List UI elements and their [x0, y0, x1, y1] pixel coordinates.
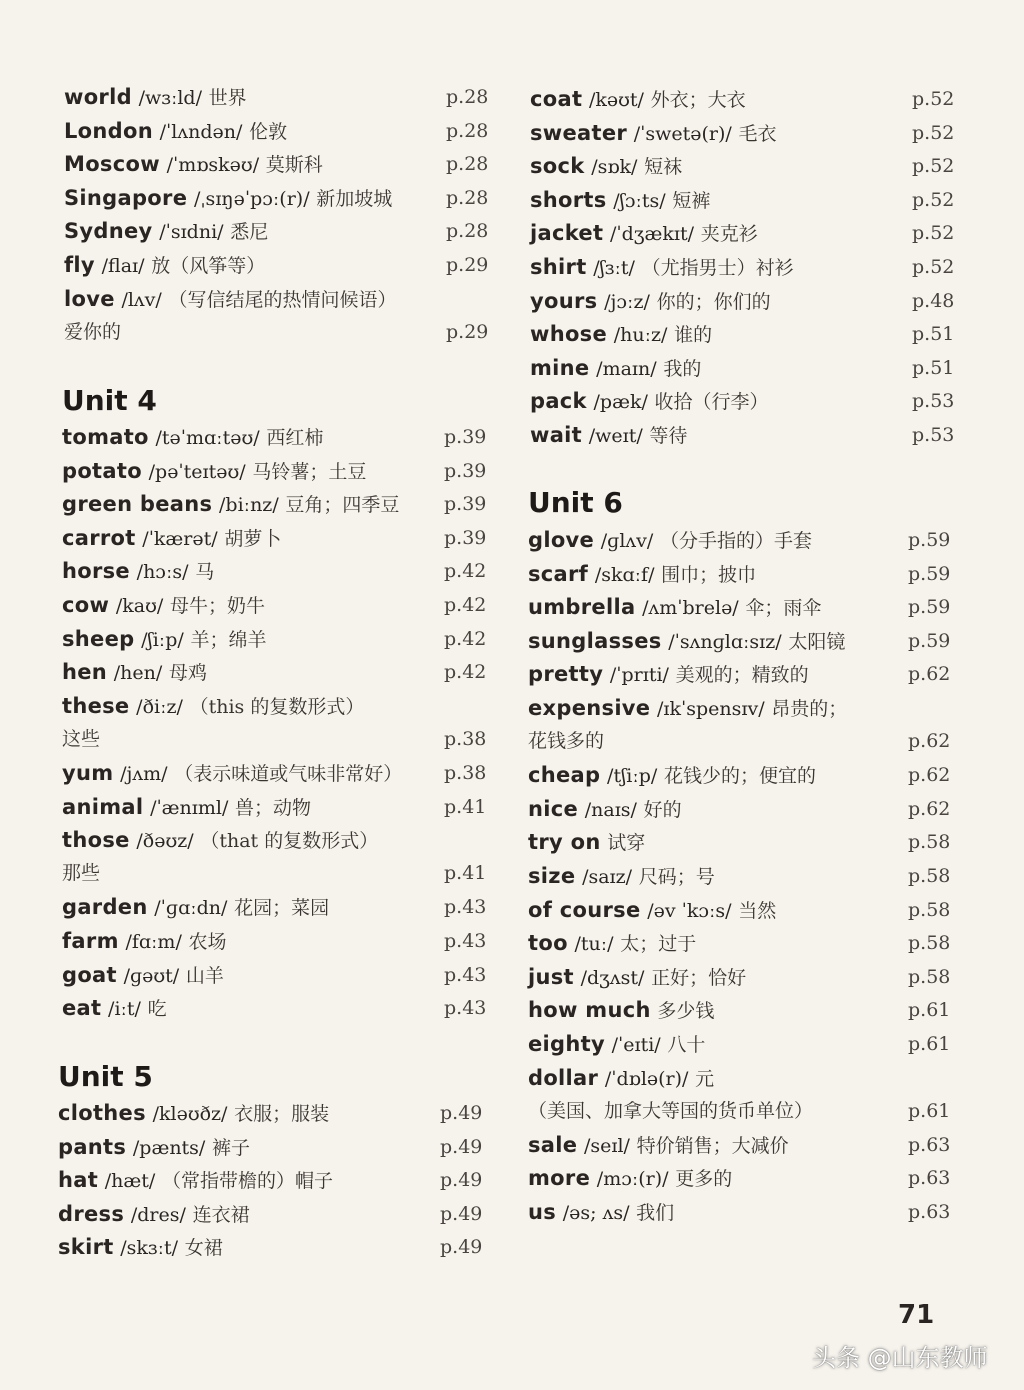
- vocab-entry: [528, 661, 809, 688]
- entry-page-ref: p.41: [444, 862, 487, 885]
- entry-word: dress: [58, 1201, 125, 1226]
- entry-page-ref: p.62: [908, 730, 951, 752]
- entry-page-ref: p.29: [446, 320, 489, 343]
- entry-meaning: 兽；动物: [235, 796, 312, 819]
- entry-page-ref: p.52: [912, 155, 955, 178]
- entry-word: garden: [62, 895, 148, 920]
- entry-word: sweater: [530, 120, 628, 145]
- entry-word: umbrella: [528, 595, 636, 620]
- entry-word: skirt: [58, 1235, 114, 1260]
- entry-meaning: （this 的复数形式）: [189, 695, 365, 718]
- vocab-entry: [528, 1165, 732, 1192]
- entry-page-ref: p.61: [908, 1099, 951, 1122]
- entry-phonetic: /ʃɜːt/: [593, 257, 635, 279]
- entry-meaning: 昂贵的；: [771, 698, 848, 720]
- vocab-entry: [58, 1201, 250, 1228]
- entry-page-ref: p.43: [444, 930, 487, 952]
- entry-meaning: 收拾（行李）: [654, 391, 769, 414]
- entry-page-ref: p.38: [444, 762, 487, 784]
- entry-meaning: 特价销售；大减价: [636, 1134, 789, 1157]
- entry-word: shirt: [530, 255, 587, 279]
- entry-word: cheap: [528, 763, 601, 788]
- entry-meaning: （表示味道或气味非常好）: [174, 763, 403, 785]
- entry-meaning-continued: 爱你的: [64, 320, 122, 343]
- vocab-entry: [528, 863, 715, 890]
- vocab-entry: [528, 1199, 674, 1226]
- entry-word: yours: [530, 288, 598, 313]
- entry-word: goat: [62, 962, 117, 987]
- entry-word: pack: [530, 389, 587, 414]
- entry-page-ref: p.42: [444, 560, 487, 583]
- vocab-entry: [64, 286, 397, 313]
- entry-meaning: 好的: [643, 798, 682, 821]
- vocab-entry: [528, 695, 847, 722]
- entry-phonetic: /ɡəʊt/: [123, 964, 180, 987]
- entry-word: pretty: [528, 662, 604, 687]
- entry-meaning: 世界: [208, 87, 247, 109]
- entry-word: love: [64, 286, 115, 311]
- entry-meaning: （分手指的）手套: [659, 530, 812, 552]
- entry-phonetic: /ɡlʌv/: [600, 530, 654, 552]
- entry-page-ref: p.42: [444, 594, 487, 616]
- entry-word: sunglasses: [528, 628, 662, 653]
- vocab-entry: [62, 760, 402, 787]
- entry-page-ref: p.43: [444, 896, 487, 919]
- entry-phonetic: /əv ˈkɔːs/: [647, 899, 732, 922]
- entry-page-ref: p.28: [446, 119, 489, 142]
- entry-page-ref: p.49: [440, 1236, 483, 1259]
- entry-meaning: 花园；菜园: [234, 897, 330, 920]
- vocab-entry: [64, 218, 268, 245]
- entry-page-ref: p.58: [908, 932, 951, 955]
- entry-meaning: （常指带檐的）帽子: [161, 1170, 333, 1193]
- entry-word: potato: [62, 458, 142, 483]
- entry-phonetic: /təˈmɑːtəʊ/: [155, 427, 260, 449]
- entry-word: dollar: [528, 1065, 599, 1090]
- entry-phonetic: /tuː/: [574, 933, 614, 956]
- entry-word: sheep: [62, 626, 135, 651]
- entry-word: size: [528, 864, 576, 888]
- entry-phonetic: /saɪz/: [582, 866, 633, 888]
- entry-page-ref: p.51: [912, 356, 955, 379]
- entry-meaning: 连衣裙: [192, 1203, 250, 1226]
- entry-meaning: 女裙: [184, 1237, 223, 1260]
- entry-phonetic: /dres/: [130, 1203, 186, 1226]
- entry-meaning: 短裤: [672, 189, 711, 212]
- entry-word: clothes: [58, 1101, 146, 1125]
- entry-meaning: 外衣；大衣: [650, 89, 746, 111]
- entry-page-ref: p.28: [446, 86, 489, 108]
- entry-word: expensive: [528, 696, 651, 720]
- entry-meaning: 吃: [147, 998, 167, 1021]
- vocab-entry: [64, 151, 323, 178]
- entry-page-ref: p.49: [440, 1135, 483, 1158]
- vocab-entry: [530, 220, 758, 247]
- entry-page-ref: p.43: [444, 997, 487, 1020]
- entry-page-ref: p.53: [912, 390, 955, 413]
- entry-word: too: [528, 931, 568, 956]
- entry-word: hen: [62, 660, 108, 685]
- vocab-entry: [528, 561, 756, 588]
- entry-meaning: 伞；雨伞: [745, 597, 822, 620]
- entry-phonetic: /ˈsʌnɡlɑːsɪz/: [668, 630, 782, 653]
- entry-page-ref: p.63: [908, 1201, 951, 1223]
- entry-phonetic: /ˈdɒlə(r)/: [604, 1067, 689, 1090]
- entry-meaning: （尤指男士）衬衫: [641, 257, 794, 279]
- entry-page-ref: p.49: [440, 1169, 483, 1192]
- vocab-entry: [530, 187, 710, 214]
- entry-meaning: 我的: [663, 357, 702, 380]
- entry-phonetic: /biːnz/: [219, 494, 279, 517]
- entry-meaning: 莫斯科: [265, 154, 323, 177]
- entry-word: Sydney: [64, 219, 153, 244]
- entry-page-ref: p.63: [908, 1133, 951, 1156]
- entry-page-ref: p.28: [446, 186, 489, 209]
- entry-meaning: 放（风筝等）: [151, 255, 266, 277]
- entry-word: world: [64, 85, 132, 109]
- entry-page-ref: p.58: [908, 831, 951, 854]
- vocab-entry: [58, 1167, 333, 1194]
- entry-word: more: [528, 1166, 591, 1191]
- entry-phonetic: /kləʊðz/: [152, 1103, 228, 1125]
- entry-phonetic: /naɪs/: [584, 798, 637, 821]
- entry-meaning: 马铃薯；土豆: [252, 460, 367, 483]
- vocab-entry: [528, 1065, 714, 1092]
- vocab-entry: [58, 1134, 250, 1161]
- entry-meaning: 谁的: [674, 324, 713, 347]
- vocab-entry: [530, 321, 712, 348]
- entry-phonetic: /ʃiːp/: [141, 628, 184, 651]
- entry-word: Singapore: [64, 185, 188, 210]
- entry-page-ref: p.48: [912, 289, 955, 312]
- entry-page-ref: p.39: [444, 526, 487, 549]
- entry-meaning: 多少钱: [657, 1000, 715, 1023]
- entry-meaning: 农场: [188, 931, 227, 953]
- entry-page-ref: p.52: [912, 222, 955, 245]
- vocab-entry: [528, 762, 816, 789]
- vocab-entry: [530, 388, 769, 415]
- entry-phonetic: /mɔː(r)/: [596, 1168, 669, 1191]
- entry-meaning: 正好；恰好: [651, 966, 747, 989]
- entry-meaning: 西红柿: [266, 427, 324, 449]
- entry-phonetic: /huːz/: [613, 324, 668, 347]
- entry-page-ref: p.49: [440, 1202, 483, 1225]
- entry-page-ref: p.62: [908, 764, 951, 787]
- entry-page-ref: p.59: [908, 529, 951, 551]
- unit-heading: Unit 6: [528, 486, 623, 519]
- unit-heading: Unit 5: [58, 1060, 153, 1093]
- vocab-entry: [528, 628, 845, 655]
- entry-meaning: 母牛；奶牛: [170, 595, 266, 617]
- watermark: 头条 @山东教师: [812, 1344, 988, 1372]
- vocab-entry: [530, 153, 682, 180]
- entry-word: pants: [58, 1134, 127, 1159]
- entry-word: these: [62, 693, 130, 718]
- entry-word: Moscow: [64, 152, 160, 177]
- entry-word: shorts: [530, 187, 607, 212]
- entry-page-ref: p.39: [444, 493, 487, 516]
- entry-phonetic: /weɪt/: [588, 425, 643, 447]
- entry-page-ref: p.52: [912, 121, 955, 144]
- entry-phonetic: /wɜːld/: [138, 87, 202, 109]
- entry-page-ref: p.42: [444, 627, 487, 650]
- entry-page-ref: p.41: [444, 795, 487, 818]
- entry-meaning: 太；过于: [620, 933, 697, 956]
- entry-page-ref: p.42: [444, 661, 487, 684]
- entry-page-ref: p.58: [908, 898, 951, 921]
- entry-phonetic: /tʃiːp/: [607, 765, 658, 788]
- entry-meaning: 短袜: [644, 156, 683, 179]
- vocab-entry: [528, 964, 746, 991]
- entry-page-ref: p.28: [446, 153, 489, 176]
- vocab-entry: [62, 592, 265, 619]
- entry-meaning: 我们: [636, 1202, 675, 1224]
- vocab-entry: [528, 997, 714, 1024]
- vocab-entry: [64, 252, 265, 279]
- entry-meaning: 马: [195, 561, 215, 584]
- entry-word: try on: [528, 830, 601, 855]
- entry-meaning: 你的；你们的: [656, 290, 771, 313]
- vocab-entry: [62, 659, 207, 686]
- entry-word: of course: [528, 897, 641, 922]
- entry-meaning: 山羊: [185, 964, 224, 987]
- vocab-entry: [62, 962, 224, 989]
- entry-word: tomato: [62, 425, 149, 449]
- vocab-entry: [530, 422, 687, 449]
- entry-phonetic: /pænts/: [132, 1136, 206, 1159]
- entry-page-ref: p.62: [908, 797, 951, 820]
- entry-phonetic: /fɑːm/: [125, 931, 182, 953]
- entry-page-ref: p.28: [446, 220, 489, 243]
- entry-word: coat: [530, 87, 583, 111]
- entry-word: us: [528, 1200, 557, 1224]
- entry-phonetic: /flaɪ/: [101, 255, 145, 277]
- entry-meaning: 围巾；披巾: [661, 563, 757, 586]
- entry-phonetic: /maɪn/: [596, 357, 657, 380]
- vocab-entry: [62, 794, 311, 821]
- vocab-entry: [528, 930, 696, 957]
- entry-meaning-continued: （美国、加拿大等国的货币单位）: [528, 1099, 814, 1122]
- entry-meaning-continued: 这些: [62, 727, 101, 750]
- vocab-entry: [62, 928, 227, 955]
- vocab-entry: [64, 84, 247, 111]
- entry-meaning: 更多的: [675, 1168, 733, 1191]
- entry-phonetic: /ˈswetə(r)/: [633, 122, 732, 145]
- entry-word: how much: [528, 998, 651, 1023]
- entry-page-ref: p.58: [908, 865, 951, 887]
- entry-word: horse: [62, 559, 130, 584]
- entry-page-ref: p.61: [908, 999, 951, 1022]
- vocab-entry: [528, 796, 682, 823]
- entry-meaning: 豆角；四季豆: [285, 494, 400, 517]
- entry-phonetic: /ˈeɪti/: [611, 1034, 661, 1056]
- vocab-entry: [528, 527, 812, 554]
- entry-meaning: 夹克衫: [700, 223, 758, 246]
- entry-meaning: 毛衣: [738, 122, 777, 145]
- entry-meaning: 太阳镜: [788, 630, 846, 653]
- entry-phonetic: /skɜːt/: [120, 1237, 179, 1260]
- entry-word: cow: [62, 593, 110, 617]
- vocab-entry: [58, 1234, 223, 1261]
- entry-phonetic: /iːt/: [108, 998, 141, 1021]
- entry-word: mine: [530, 355, 590, 380]
- entry-page-ref: p.58: [908, 965, 951, 988]
- entry-meaning: （that 的复数形式）: [200, 830, 379, 853]
- entry-phonetic: /kəʊt/: [588, 89, 644, 111]
- vocab-entry: [62, 894, 329, 921]
- vocab-entry: [62, 626, 266, 653]
- entry-meaning: 花钱少的；便宜的: [663, 765, 816, 788]
- entry-page-ref: p.49: [440, 1102, 483, 1124]
- vocab-entry: [528, 897, 776, 924]
- entry-meaning-continued: 花钱多的: [528, 730, 605, 752]
- entry-meaning: 八十: [667, 1034, 706, 1056]
- entry-meaning: 元: [695, 1067, 715, 1090]
- entry-page-ref: p.61: [908, 1033, 951, 1055]
- entry-word: sale: [528, 1132, 578, 1157]
- vocab-entry: [528, 594, 821, 621]
- entry-phonetic: /hɔːs/: [136, 561, 189, 584]
- vocab-entry: [62, 424, 323, 451]
- vocab-entry: [62, 558, 214, 585]
- entry-meaning: 羊；绵羊: [190, 628, 267, 651]
- vocab-entry: [62, 491, 399, 518]
- vocab-entry: [530, 288, 771, 315]
- unit-heading: Unit 4: [62, 384, 157, 417]
- entry-page-ref: p.53: [912, 424, 955, 446]
- entry-word: London: [64, 118, 153, 143]
- entry-page-ref: p.51: [912, 323, 955, 346]
- entry-phonetic: /lʌv/: [121, 288, 162, 311]
- entry-phonetic: /əs; ʌs/: [562, 1202, 630, 1224]
- entry-meaning: 伦敦: [249, 120, 288, 143]
- entry-word: hat: [58, 1168, 99, 1193]
- entry-meaning: 美观的；精致的: [675, 664, 809, 687]
- entry-phonetic: /pəˈteɪtəʊ/: [148, 460, 246, 483]
- entry-word: eighty: [528, 1032, 605, 1056]
- entry-meaning: 衣服；服装: [234, 1103, 330, 1125]
- entry-word: carrot: [62, 525, 136, 550]
- entry-meaning: 悉尼: [230, 221, 269, 244]
- entry-meaning: 当然: [738, 899, 777, 922]
- entry-phonetic: /ˈprɪti/: [609, 664, 669, 687]
- entry-word: farm: [62, 929, 119, 953]
- entry-phonetic: /ɪkˈspensɪv/: [657, 698, 765, 720]
- entry-page-ref: p.29: [446, 254, 489, 276]
- entry-phonetic: /ʌmˈbrelə/: [642, 597, 739, 620]
- vocab-entry: [64, 185, 392, 212]
- entry-phonetic: /hæt/: [104, 1170, 156, 1193]
- entry-phonetic: /jɔːz/: [604, 290, 650, 313]
- vocab-entry: [62, 995, 167, 1022]
- entry-phonetic: /ˌsɪŋəˈpɔː(r)/: [193, 187, 310, 210]
- entry-meaning: 母鸡: [168, 662, 207, 685]
- entry-meaning: 裤子: [212, 1136, 251, 1159]
- entry-meaning: 尺码；号: [638, 866, 715, 888]
- entry-phonetic: /seɪl/: [584, 1134, 630, 1157]
- entry-page-ref: p.39: [444, 426, 487, 448]
- entry-phonetic: /skɑːf/: [594, 563, 655, 586]
- entry-word: glove: [528, 528, 595, 552]
- entry-word: animal: [62, 794, 144, 819]
- vocab-entry: [530, 355, 701, 382]
- entry-page-ref: p.39: [444, 459, 487, 482]
- vocab-entry: [62, 827, 378, 854]
- vocab-entry: [62, 693, 364, 720]
- entry-page-ref: p.63: [908, 1167, 951, 1190]
- entry-phonetic: /ˈmɒskəʊ/: [166, 154, 260, 177]
- vocab-entry: [530, 120, 777, 147]
- entry-word: sock: [530, 154, 585, 179]
- entry-word: just: [528, 964, 574, 989]
- entry-phonetic: /ˈsɪdni/: [159, 221, 224, 244]
- entry-word: eat: [62, 996, 102, 1021]
- entry-word: yum: [62, 761, 114, 785]
- vocab-entry: [528, 1031, 705, 1058]
- entry-word: green beans: [62, 492, 213, 517]
- vocab-entry: [530, 86, 746, 113]
- entry-meaning: （写信结尾的热情问候语）: [168, 288, 397, 311]
- entry-page-ref: p.38: [444, 727, 487, 750]
- entry-page-ref: p.43: [444, 963, 487, 986]
- entry-word: fly: [64, 253, 95, 277]
- page-number: 71: [898, 1300, 935, 1330]
- entry-word: whose: [530, 322, 608, 347]
- entry-page-ref: p.62: [908, 663, 951, 686]
- vocab-entry: [530, 254, 794, 281]
- vocab-entry: [528, 1132, 789, 1159]
- entry-phonetic: /ðiːz/: [136, 695, 183, 718]
- entry-meaning: 试穿: [607, 832, 646, 855]
- entry-phonetic: /ˈdʒækɪt/: [610, 223, 694, 246]
- entry-word: wait: [530, 423, 583, 447]
- entry-word: scarf: [528, 561, 589, 586]
- entry-meaning-continued: 那些: [62, 862, 101, 885]
- entry-meaning: 等待: [649, 425, 688, 447]
- entry-phonetic: /kaʊ/: [115, 595, 164, 617]
- vocab-entry: [64, 118, 287, 145]
- entry-page-ref: p.52: [912, 256, 955, 278]
- entry-phonetic: /ˈænɪml/: [150, 796, 229, 819]
- entry-phonetic: /ʃɔːts/: [613, 189, 666, 212]
- entry-page-ref: p.52: [912, 88, 955, 110]
- entry-meaning: 胡萝卜: [224, 527, 282, 550]
- entry-phonetic: /dʒʌst/: [580, 966, 645, 989]
- entry-word: those: [62, 828, 130, 853]
- entry-phonetic: /ˈɡɑːdn/: [154, 897, 228, 920]
- entry-word: jacket: [530, 221, 604, 246]
- entry-page-ref: p.59: [908, 596, 951, 619]
- vocab-entry: [62, 525, 281, 552]
- entry-phonetic: /jʌm/: [120, 763, 168, 785]
- vocab-entry: [62, 458, 366, 485]
- entry-page-ref: p.52: [912, 188, 955, 211]
- entry-phonetic: /pæk/: [593, 391, 648, 414]
- entry-word: nice: [528, 796, 579, 821]
- entry-phonetic: /hen/: [113, 662, 163, 685]
- vocab-entry: [528, 829, 645, 856]
- entry-page-ref: p.59: [908, 562, 951, 585]
- entry-phonetic: /ˈkærət/: [142, 527, 218, 550]
- entry-page-ref: p.59: [908, 629, 951, 652]
- entry-phonetic: /ˈlʌndən/: [159, 120, 243, 143]
- entry-meaning: 新加坡城: [316, 187, 393, 210]
- entry-phonetic: /sɒk/: [591, 156, 638, 179]
- vocab-entry: [58, 1100, 329, 1127]
- entry-phonetic: /ðəʊz/: [136, 830, 194, 853]
